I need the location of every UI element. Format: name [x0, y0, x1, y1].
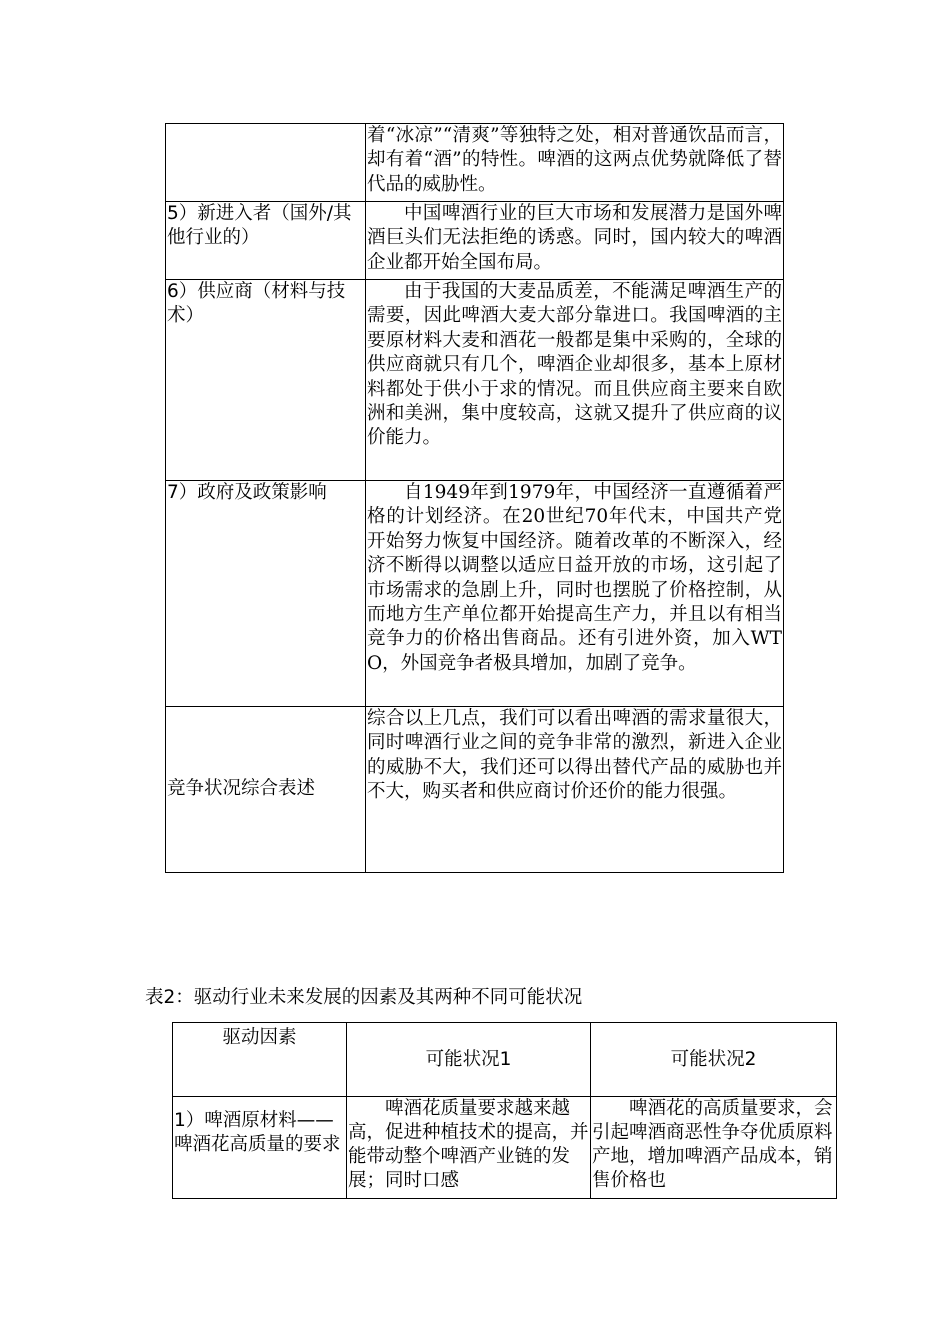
competition-analysis-table: [165, 123, 784, 873]
row-label: [166, 124, 366, 202]
row-text: 综合以上几点，我们可以看出啤酒的需求量很大，同时啤酒行业之间的竞争非常的激烈，新进入企业的威胁不大，我们还可以得出替代产品的威胁也并不大，购买者和供应商讨价还价的能力很强。: [366, 707, 784, 873]
row-text: 着“冰凉”“清爽”等独特之处，相对普通饮品而言，却有着“酒”的特性。啤酒的这两点优势就降低了替代品的威胁性。: [366, 124, 784, 202]
header-case-1: 可能状况1: [347, 1023, 591, 1097]
table-row: [166, 124, 784, 202]
row-label: 7）政府及政策影响: [166, 481, 366, 707]
table-header-row: [173, 1023, 837, 1097]
table-row: [173, 1097, 837, 1199]
factor-cell: 1）啤酒原材料——啤酒花高质量的要求: [173, 1097, 347, 1199]
driving-factors-table: [172, 1022, 837, 1199]
row-label: 6）供应商（材料与技术）: [166, 280, 366, 481]
table-caption: 表2：驱动行业未来发展的因素及其两种不同可能状况: [145, 987, 583, 1008]
header-factor: 驱动因素: [173, 1023, 347, 1097]
table-row: [166, 280, 784, 481]
row-text: 中国啤酒行业的巨大市场和发展潜力是国外啤酒巨头们无法拒绝的诱惑。同时，国内较大的啤酒企业都开始全国布局。: [366, 202, 784, 280]
table-row: [166, 202, 784, 280]
row-text: 由于我国的大麦品质差，不能满足啤酒生产的需要，因此啤酒大麦大部分靠进口。我国啤酒的主要原材料大麦和酒花一般都是集中采购的，全球的供应商就只有几个，啤酒企业却很多，基本上原材料都处于供小于求的情况。而且供应商主要来自欧洲和美洲，集中度较高，这就又提升了供应商的议价能力。: [366, 280, 784, 481]
case-2-cell: 啤酒花的高质量要求，会引起啤酒商恶性争夺优质原料产地，增加啤酒产品成本，销售价格也: [591, 1097, 837, 1199]
row-label: 5）新进入者（国外/其他行业的）: [166, 202, 366, 280]
table-row: [166, 707, 784, 873]
row-label: 竞争状况综合表述: [166, 707, 366, 873]
table-row: [166, 481, 784, 707]
row-text: 自1949年到1979年，中国经济一直遵循着严格的计划经济。在20世纪70年代末，中国共产党开始努力恢复中国经济。随着改革的不断深入，经济不断得以调整以适应日益开放的市场，这引起了市场需求的急剧上升，同时也摆脱了价格控制，从而地方生产单位都开始提高生产力，并且以有相当竞争力的价格出售商品。还有引进外资，加入WTO，外国竞争者极具增加，加剧了竞争。: [366, 481, 784, 707]
case-1-cell: 啤酒花质量要求越来越高，促进种植技术的提高，并能带动整个啤酒产业链的发展；同时口感: [347, 1097, 591, 1199]
header-case-2: 可能状况2: [591, 1023, 837, 1097]
